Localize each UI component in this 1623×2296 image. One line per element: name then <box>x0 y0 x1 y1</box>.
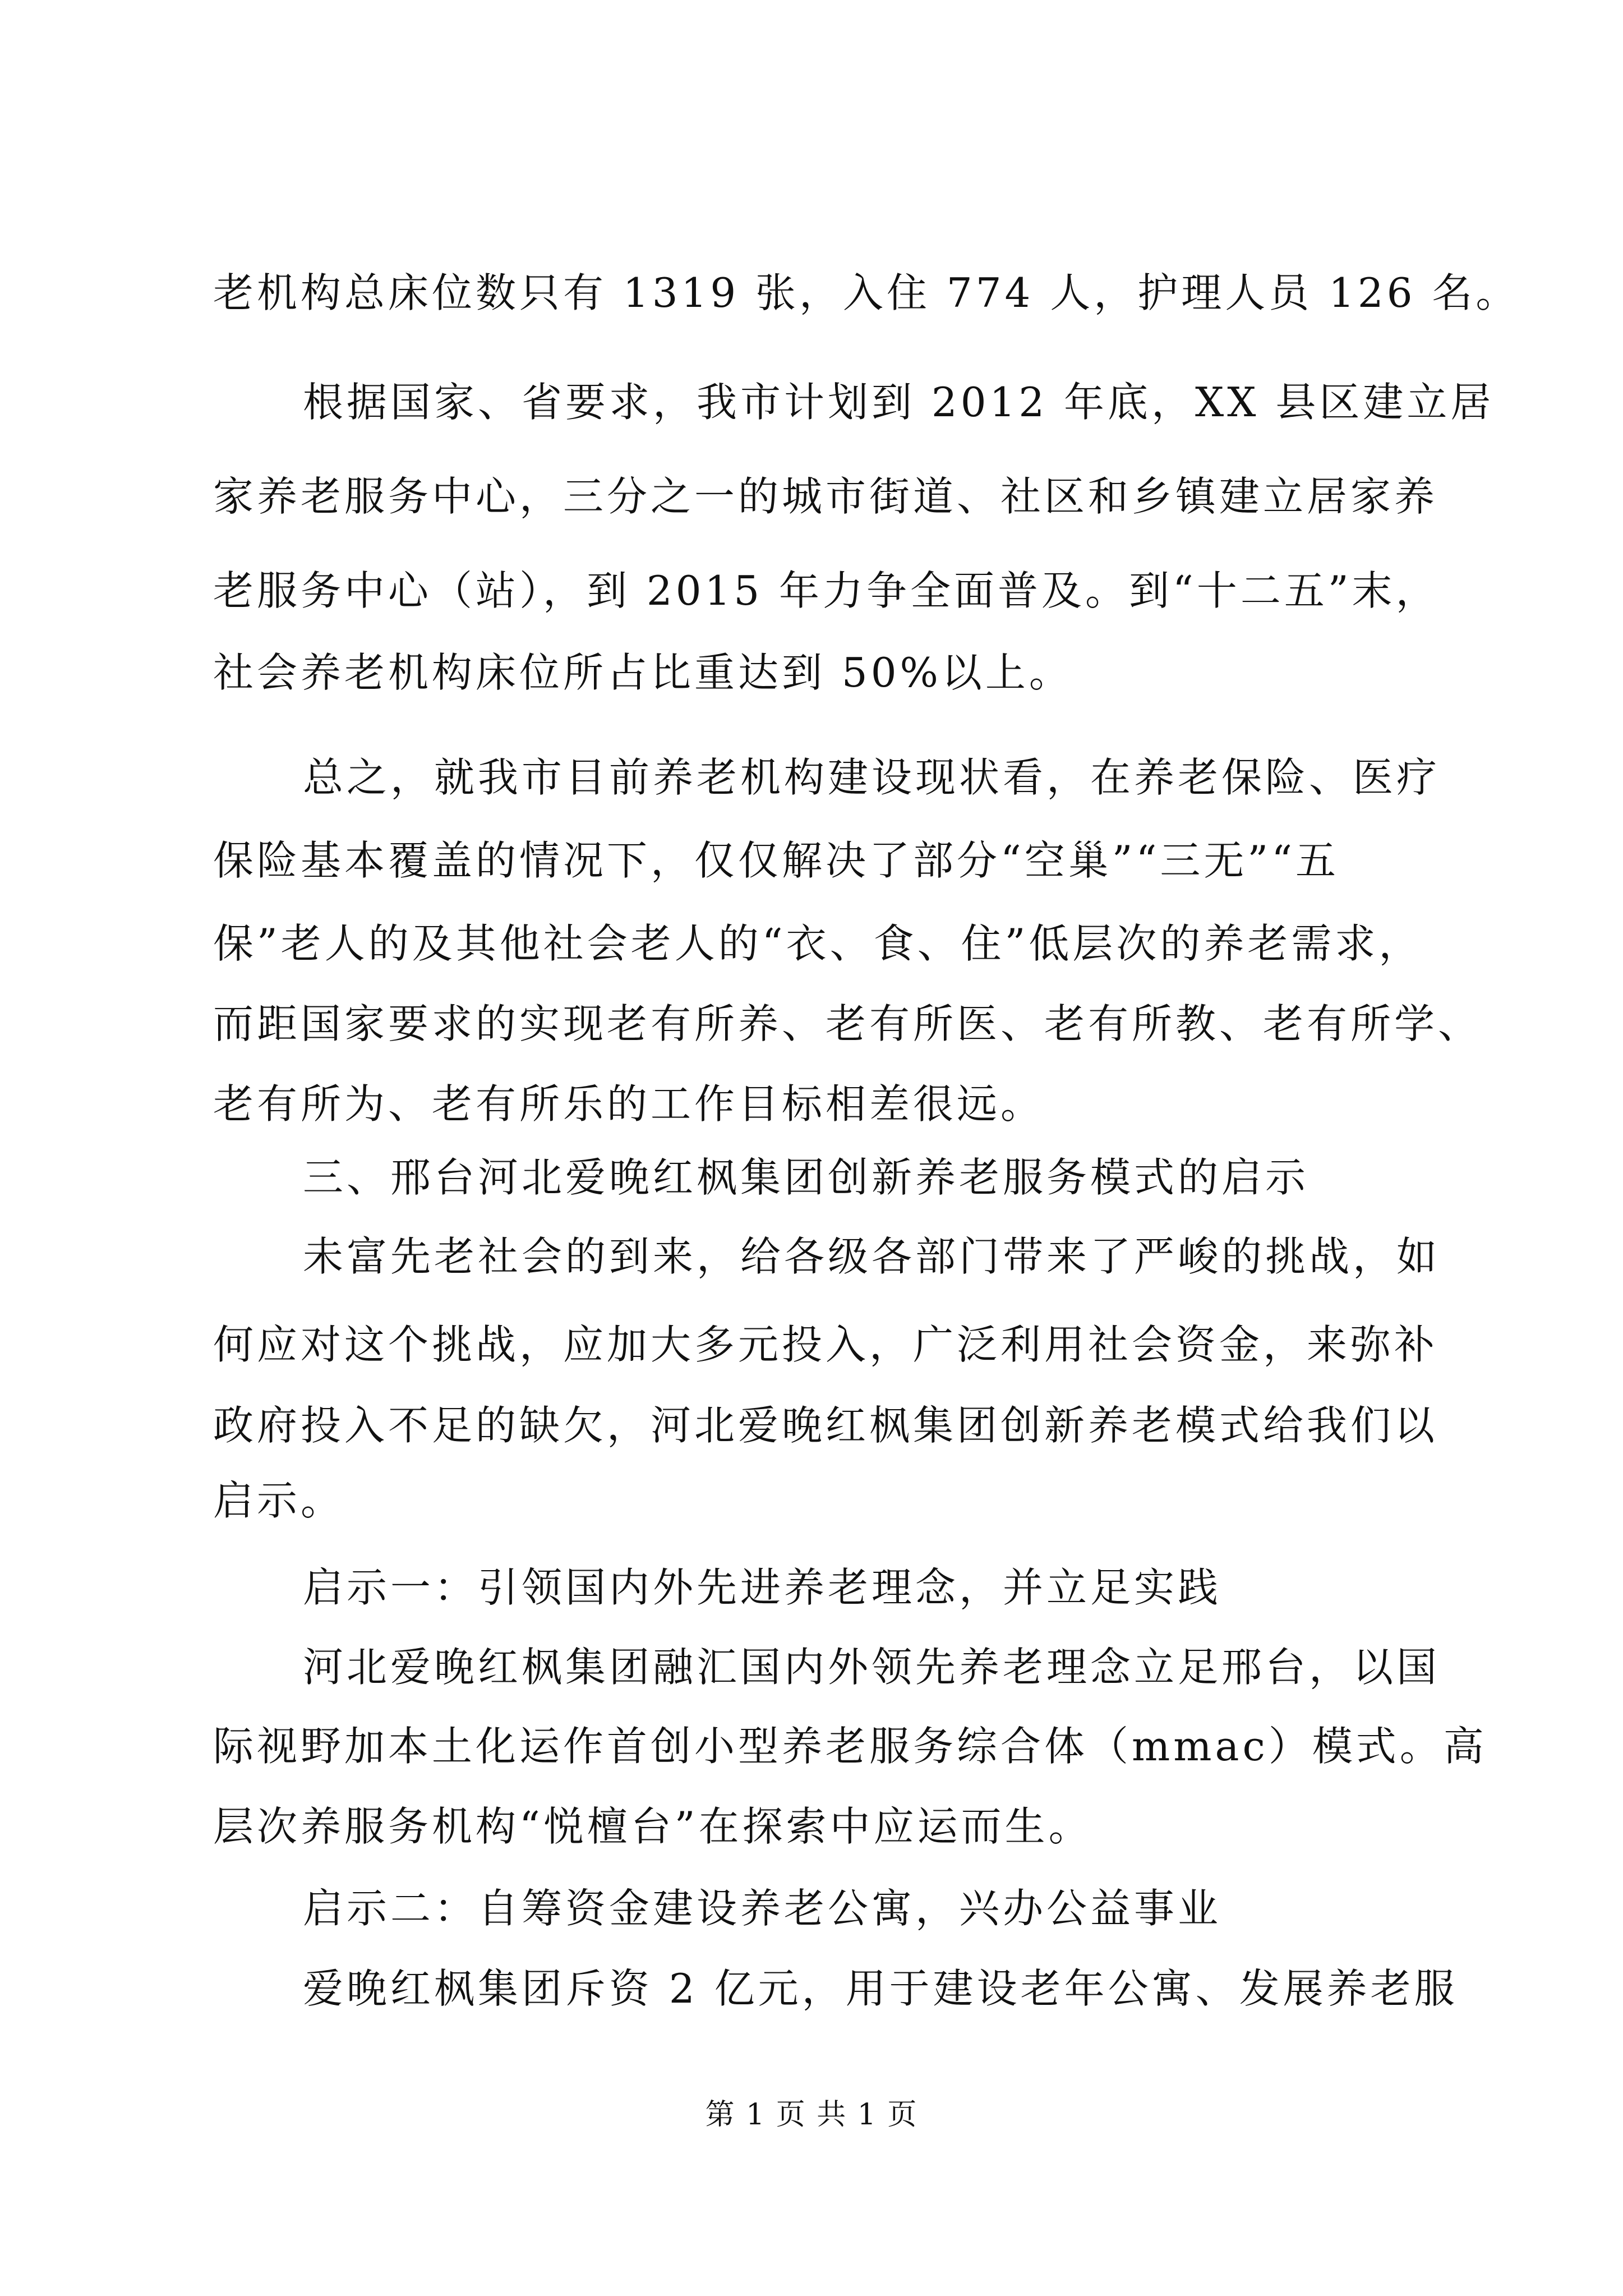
subsection-heading: 启示一：引领国内外先进养老理念，并立足实践 <box>303 1564 1222 1611</box>
text-line: 家养老服务中心，三分之一的城市街道、社区和乡镇建立居家养 <box>213 473 1438 520</box>
text-line: 老有所为、老有所乐的工作目标相差很远。 <box>213 1080 1045 1128</box>
text-line: 政府投入不足的缺欠，河北爱晚红枫集团创新养老模式给我们以 <box>213 1402 1438 1449</box>
subsection-heading: 启示二：自筹资金建设养老公寓，兴办公益事业 <box>303 1885 1222 1932</box>
text-line: 社会养老机构床位所占比重达到 50%以上。 <box>213 649 1073 696</box>
text-line: 老服务中心（站），到 2015 年力争全面普及。到“十二五”末， <box>213 567 1440 614</box>
text-line: 层次养服务机构“悦檀台”在探索中应运而生。 <box>213 1803 1092 1850</box>
paragraph-start-line: 总之，就我市目前养老机构建设现状看，在养老保险、医疗 <box>303 754 1441 801</box>
text-line: 际视野加本土化运作首创小型养老服务综合体（mmac）模式。高 <box>213 1723 1487 1770</box>
paragraph-start-line: 根据国家、省要求，我市计划到 2012 年底，XX 县区建立居 <box>303 379 1495 426</box>
text-line: 启示。 <box>213 1477 345 1524</box>
paragraph-start-line: 爱晚红枫集团斥资 2 亿元，用于建设老年公寓、发展养老服 <box>303 1965 1458 2012</box>
section-heading: 三、邢台河北爱晚红枫集团创新养老服务模式的启示 <box>303 1154 1310 1201</box>
text-line: 而距国家要求的实现老有所养、老有所医、老有所教、老有所学、 <box>213 1000 1482 1047</box>
paragraph-start-line: 未富先老社会的到来，给各级各部门带来了严峻的挑战，如 <box>303 1233 1441 1280</box>
text-line: 保险基本覆盖的情况下，仅仅解决了部分“空巢”“三无”“五 <box>213 837 1340 884</box>
text-line: 保”老人的及其他社会老人的“衣、食、住”低层次的养老需求， <box>213 920 1423 967</box>
paragraph-start-line: 河北爱晚红枫集团融汇国内外领先养老理念立足邢台，以国 <box>303 1644 1441 1691</box>
text-line: 老机构总床位数只有 1319 张，入住 774 人，护理人员 126 名。 <box>213 269 1520 316</box>
text-line: 何应对这个挑战，应加大多元投入，广泛利用社会资金，来弥补 <box>213 1321 1438 1368</box>
page-footer: 第 1 页 共 1 页 <box>705 2098 918 2132</box>
